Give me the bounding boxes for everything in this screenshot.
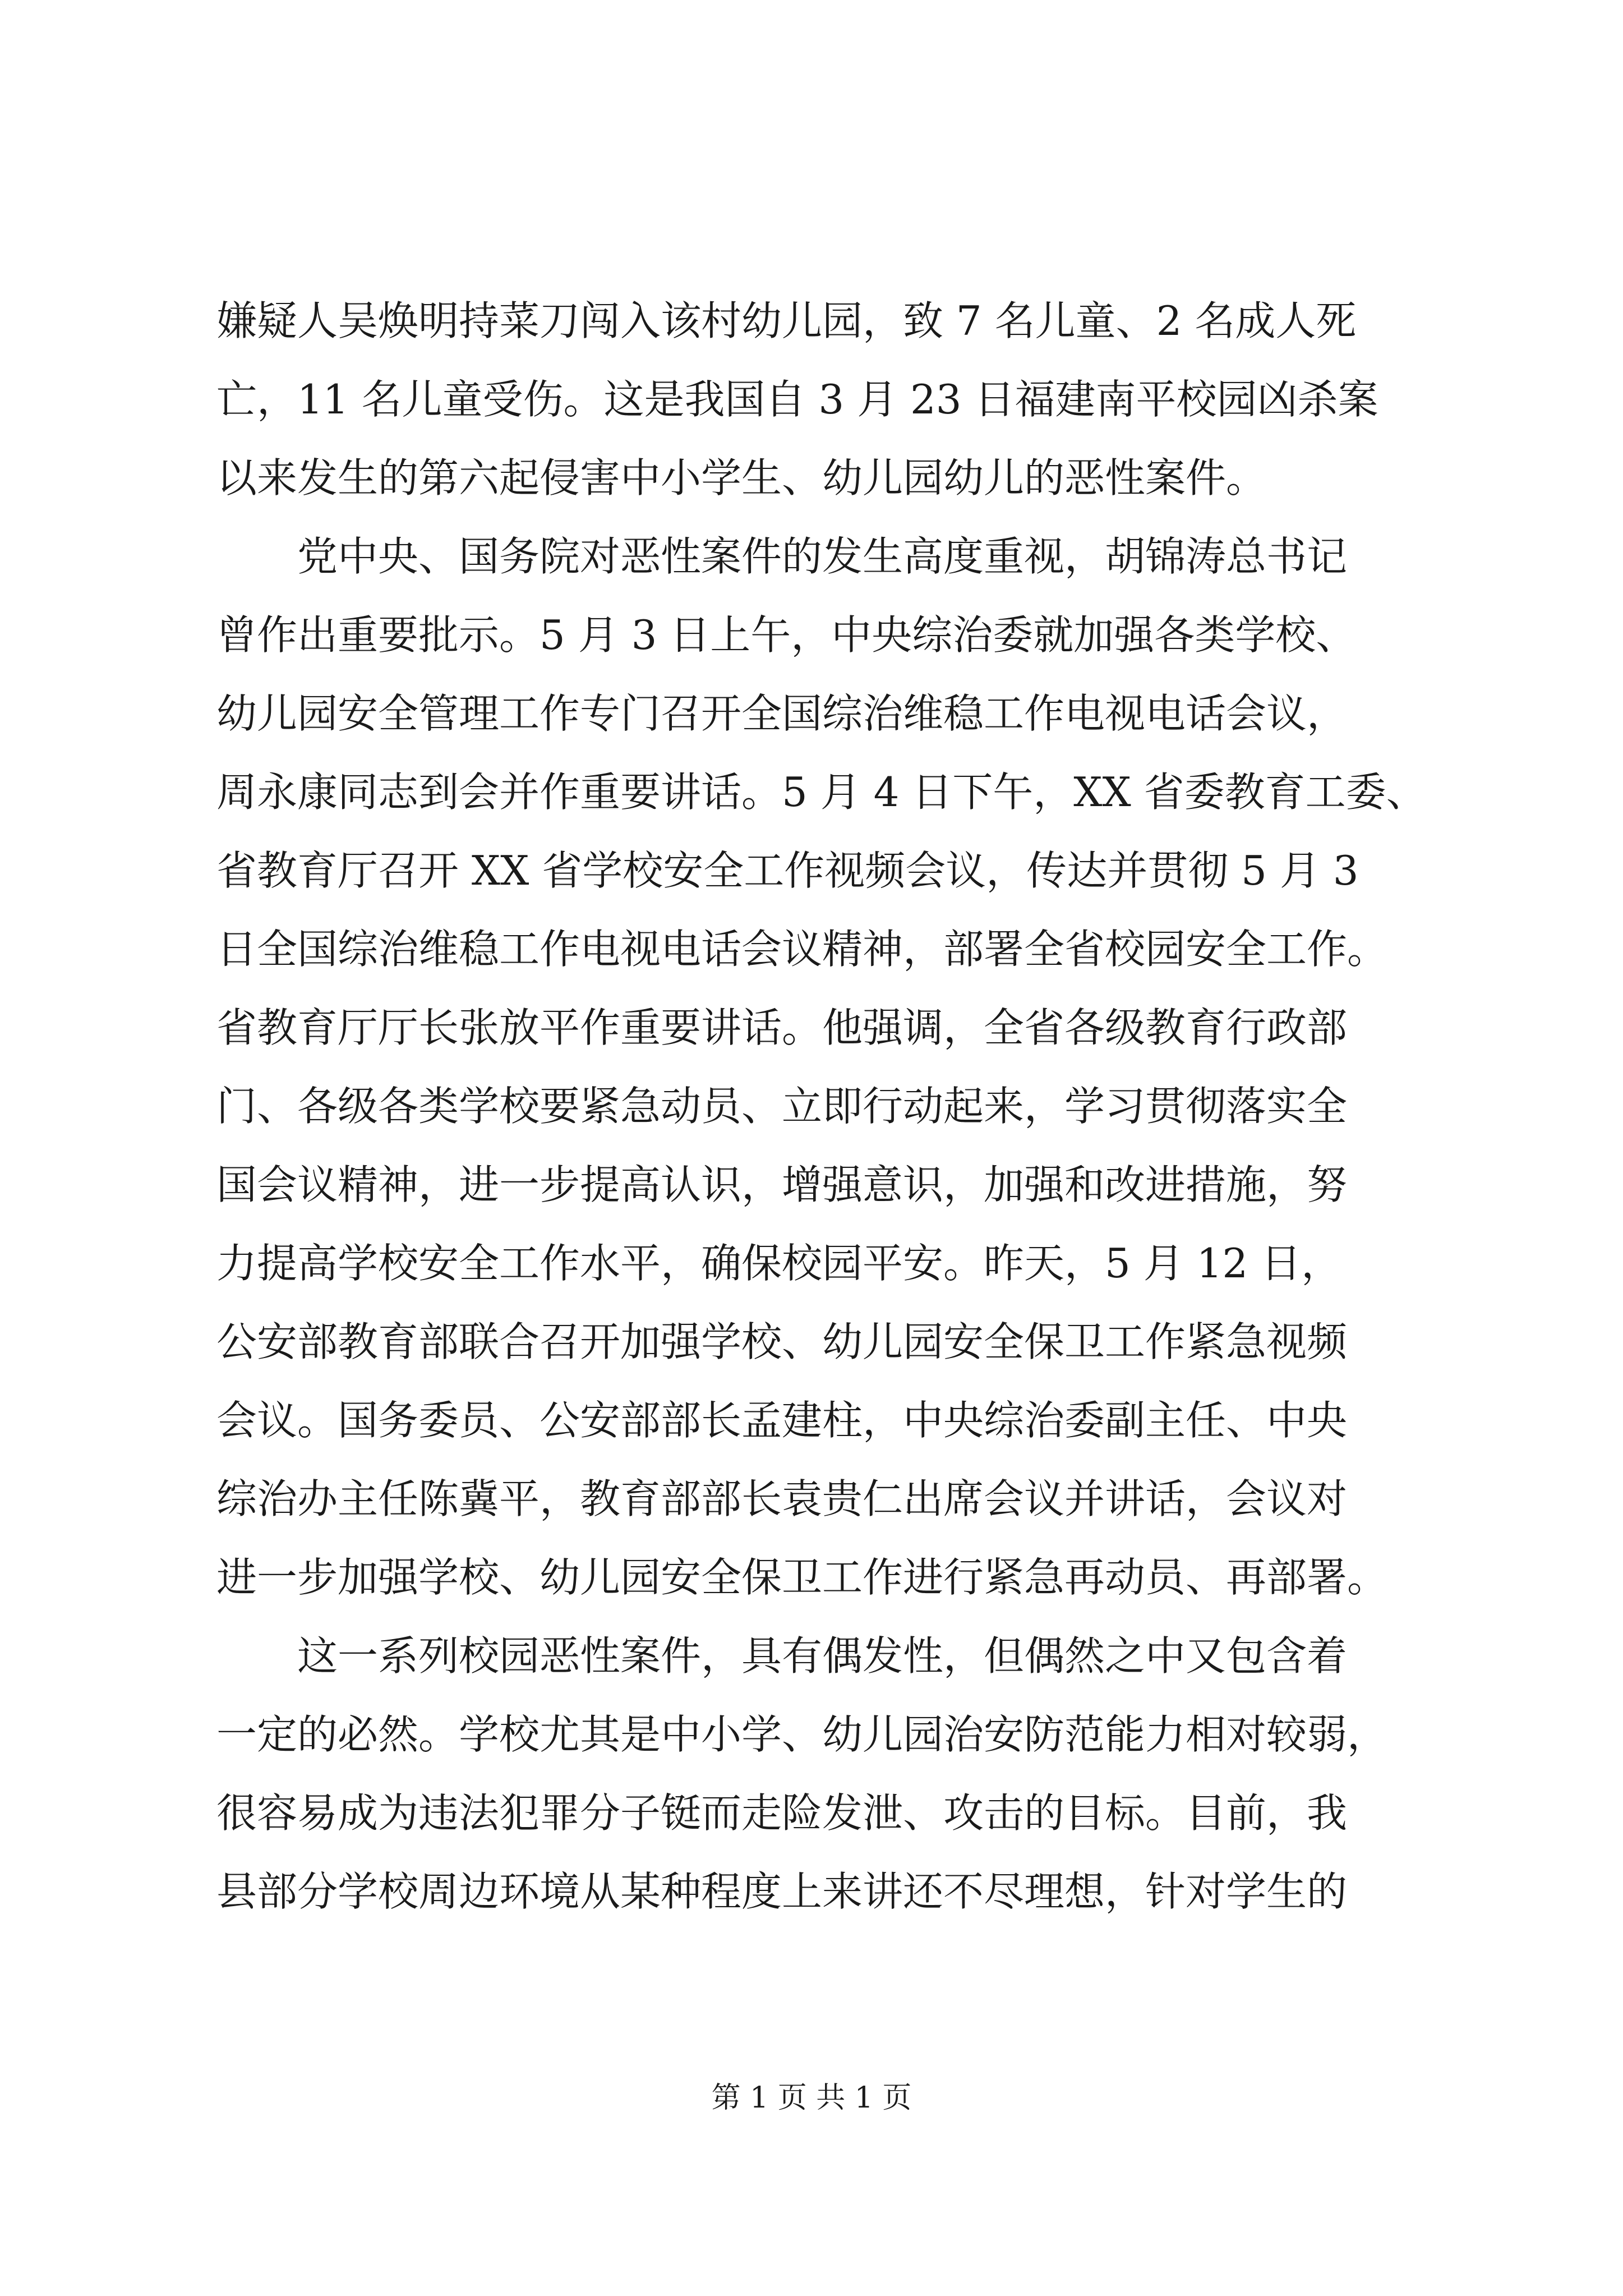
text-line: 省教育厅召开 XX 省学校安全工作视频会议，传达并贯彻 5 月 3 <box>216 847 1359 894</box>
text-line: 党中央、国务院对恶性案件的发生高度重视，胡锦涛总书记 <box>297 533 1348 580</box>
text-line: 一定的必然。学校尤其是中小学、幼儿园治安防范能力相对较弱， <box>216 1711 1388 1758</box>
page-footer: 第 1 页 共 1 页 <box>711 2081 912 2115</box>
text-line: 县部分学校周边环境从某种程度上来讲还不尽理想，针对学生的 <box>216 1868 1348 1915</box>
text-line: 周永康同志到会并作重要讲话。5 月 4 日下午，XX 省委教育工委、 <box>216 769 1427 816</box>
body-text <box>216 282 1428 1931</box>
text-line: 嫌疑人吴焕明持菜刀闯入该村幼儿园，致 7 名儿童、2 名成人死 <box>216 297 1357 344</box>
text-line: 会议。国务委员、公安部部长孟建柱，中央综治委副主任、中央 <box>216 1397 1348 1444</box>
text-line: 曾作出重要批示。5 月 3 日上午，中央综治委就加强各类学校、 <box>216 611 1357 659</box>
text-line: 这一系列校园恶性案件，具有偶发性，但偶然之中又包含着 <box>297 1632 1348 1680</box>
text-line: 综治办主任陈冀平，教育部部长袁贵仁出席会议并讲话，会议对 <box>216 1475 1348 1522</box>
text-line: 亡，11 名儿童受伤。这是我国自 3 月 23 日福建南平校园凶杀案 <box>216 376 1378 423</box>
text-line: 力提高学校安全工作水平，确保校园平安。昨天，5 月 12 日， <box>216 1240 1342 1287</box>
text-line: 幼儿园安全管理工作专门召开全国综治维稳工作电视电话会议， <box>216 690 1348 737</box>
text-line: 省教育厅厅长张放平作重要讲话。他强调，全省各级教育行政部 <box>216 1004 1348 1051</box>
text-line: 以来发生的第六起侵害中小学生、幼儿园幼儿的恶性案件。 <box>216 454 1267 501</box>
text-line: 公安部教育部联合召开加强学校、幼儿园安全保卫工作紧急视频 <box>216 1318 1348 1365</box>
text-line: 进一步加强学校、幼儿园安全保卫工作进行紧急再动员、再部署。 <box>216 1554 1388 1601</box>
text-line: 国会议精神，进一步提高认识，增强意识，加强和改进措施，努 <box>216 1161 1348 1208</box>
text-line: 门、各级各类学校要紧急动员、立即行动起来，学习贯彻落实全 <box>216 1083 1348 1130</box>
text-line: 很容易成为违法犯罪分子铤而走险发泄、攻击的目标。目前，我 <box>216 1789 1348 1837</box>
text-line: 日全国综治维稳工作电视电话会议精神，部署全省校园安全工作。 <box>216 926 1388 973</box>
